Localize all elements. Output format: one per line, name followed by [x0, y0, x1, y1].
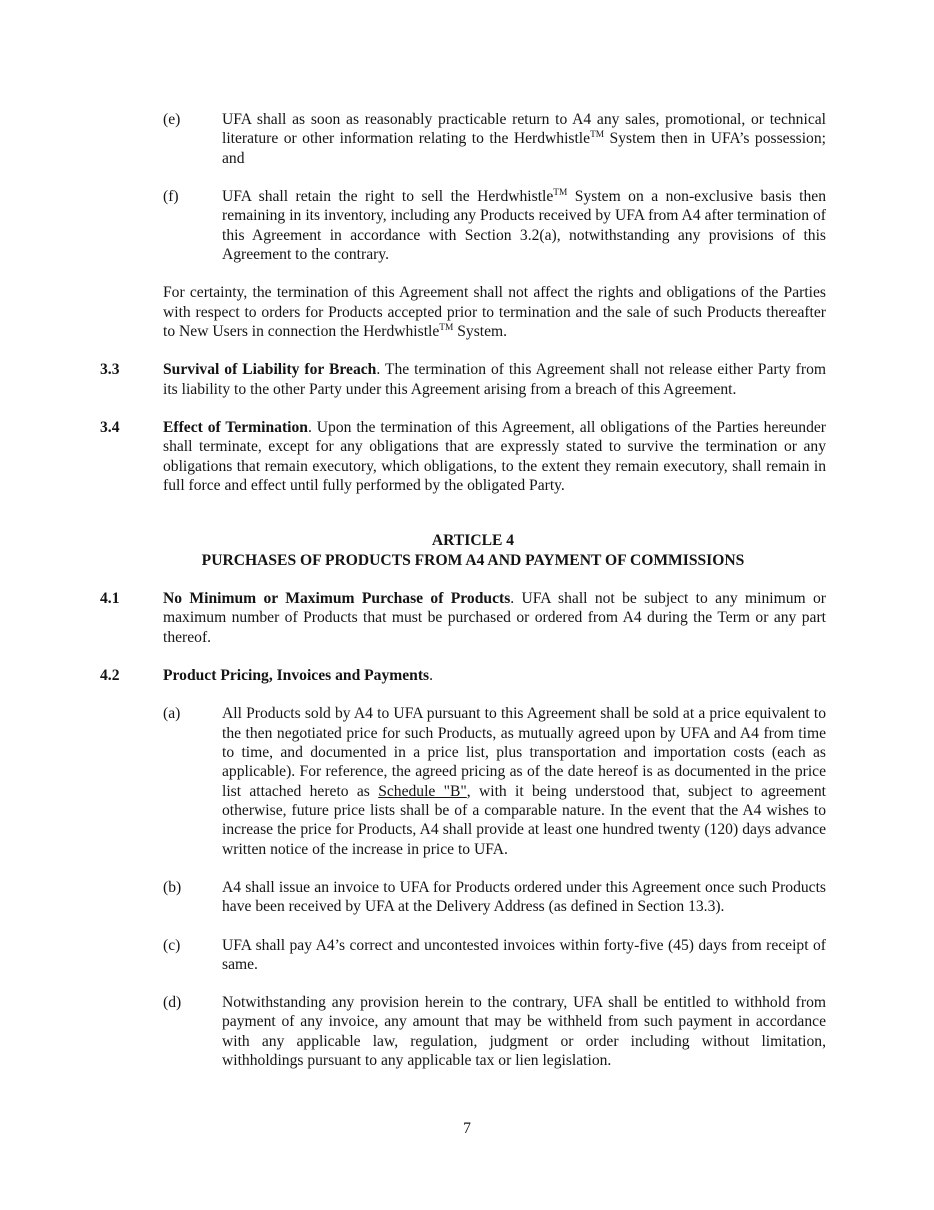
section-body-4-1 — [163, 590, 826, 646]
trademark-superscript: TM — [439, 322, 454, 333]
clause-item-c — [100, 936, 826, 975]
section-text-4-1: . UFA shall not be subject to any minimum or maximum number of Products that must be purchased or ordered from A4 during the Term or any part thereof. — [163, 589, 826, 646]
section-text-3-4: . Upon the termination of this Agreement, all obligations of the Parties hereunder shall terminate, except for any obligations that are expressly stated to survive the termination or any obligations that remain executory, which obligations, to the extent they remain executory, shall remain in full force and effect until fully performed by the obligated Party. — [163, 418, 826, 494]
section-text-3-3: . The termination of this Agreement shall not release either Party from its liability to the other Party under this Agreement arising from a breach of this Agreement. — [163, 361, 826, 398]
trademark-superscript: TM — [553, 187, 568, 198]
clause-text-f-seg1: UFA shall retain the right to sell the Herdwhistle — [222, 187, 554, 205]
clause-text-a — [222, 705, 826, 857]
section-body-3-4 — [163, 419, 826, 494]
clause-item-f — [100, 187, 826, 264]
section-number-4-1: 4.1 — [100, 589, 120, 607]
page-footer — [0, 1119, 934, 1138]
section-title-3-3: Survival of Liability for Breach — [163, 361, 377, 379]
clause-label-b: (b) — [163, 878, 182, 896]
clause-text-c: UFA shall pay A4’s correct and uncontested invoices within forty-five (45) days from receipt of same. — [222, 936, 826, 973]
clause-item-a — [100, 704, 826, 859]
article-heading — [100, 531, 826, 570]
clause-label-c: (c) — [163, 936, 181, 954]
certainty-paragraph — [100, 283, 826, 341]
certainty-text-seg1: For certainty, the termination of this Agreement shall not affect the rights and obligations of the Parties with respect to orders for Products accepted prior to termination and the sale of such Products thereafter to New Users in connection the Herdwhistle — [163, 284, 826, 340]
clause-text-f-seg2: System on a non-exclusive basis then remaining in its inventory, including any Products received by UFA from A4 after termination of this Agreement in accordance with Section 3.2(a), notwithstanding any provisions of this Agreement to the contrary. — [222, 187, 826, 263]
schedule-b-reference: Schedule "B" — [378, 782, 467, 800]
clause-text-b: A4 shall issue an invoice to UFA for Products ordered under this Agreement once such Products have been received by UFA at the Delivery Address (as defined in Section 13.3). — [222, 878, 826, 916]
clause-label-e: (e) — [163, 111, 181, 128]
clause-item-d — [100, 993, 826, 1070]
section-body-3-3 — [163, 361, 826, 397]
section-4-2 — [100, 666, 826, 685]
clause-item-b — [100, 878, 826, 917]
clause-label-f: (f) — [163, 187, 179, 205]
clause-text-e — [222, 111, 826, 167]
clause-text-e-seg1: UFA shall as soon as reasonably practicable return to A4 any sales, promotional, or technical literature or other information relating to the Herdwhistle — [222, 111, 826, 148]
article-heading-line2: PURCHASES OF PRODUCTS FROM A4 AND PAYMENT OF COMMISSIONS — [201, 551, 745, 569]
section-3-3 — [100, 360, 826, 399]
trademark-superscript: TM — [590, 130, 605, 141]
section-title-4-1: No Minimum or Maximum Purchase of Products — [163, 589, 511, 607]
certainty-text-seg2: System. — [453, 322, 508, 340]
section-number-4-2: 4.2 — [100, 666, 120, 684]
section-title-3-4: Effect of Termination — [163, 418, 308, 436]
clause-text-a-seg1: All Products sold by A4 to UFA pursuant to this Agreement shall be sold at a price equivalent to the then negotiated price for such Products, as mutually agreed upon by UFA and A4 from time to time, and documented in a price list, plus transportation and importation costs (each as applicable). For reference, the agreed pricing as of the date hereof is as documented in the price list attached hereto as — [222, 705, 826, 800]
clause-label-a: (a) — [163, 705, 181, 723]
section-number-3-3: 3.3 — [100, 361, 120, 379]
section-4-1 — [100, 589, 826, 647]
article-heading-line1: ARTICLE 4 — [431, 532, 515, 550]
clause-text-f — [222, 188, 826, 263]
clause-text-e-seg2: System then in UFA’s possession; and — [222, 130, 826, 167]
section-number-3-4: 3.4 — [100, 418, 120, 436]
clause-label-d: (d) — [163, 994, 182, 1012]
section-3-4 — [100, 418, 826, 495]
clause-text-d: Notwithstanding any provision herein to the contrary, UFA shall be entitled to withhold from payment of any invoice, any amount that may be withheld from such payment in accordance with any applicable law, regulation, judgment or order including without limitation, withholdings pursuant to any applicable tax or lien legislation. — [222, 994, 826, 1070]
section-body-4-2 — [163, 667, 433, 684]
clause-item-e — [100, 110, 826, 168]
clause-text-a-seg2: , with it being understood that, subject to agreement otherwise, future price lists shall be of a comparable nature. In the event that the A4 wishes to increase the price for Products, A4 shall provide at least one hundred twenty (120) days advance written notice of the increase in price to UFA. — [222, 782, 826, 858]
section-text-4-2: . — [429, 666, 434, 684]
page-number: 7 — [463, 1119, 471, 1137]
section-title-4-2: Product Pricing, Invoices and Payments — [163, 666, 430, 684]
